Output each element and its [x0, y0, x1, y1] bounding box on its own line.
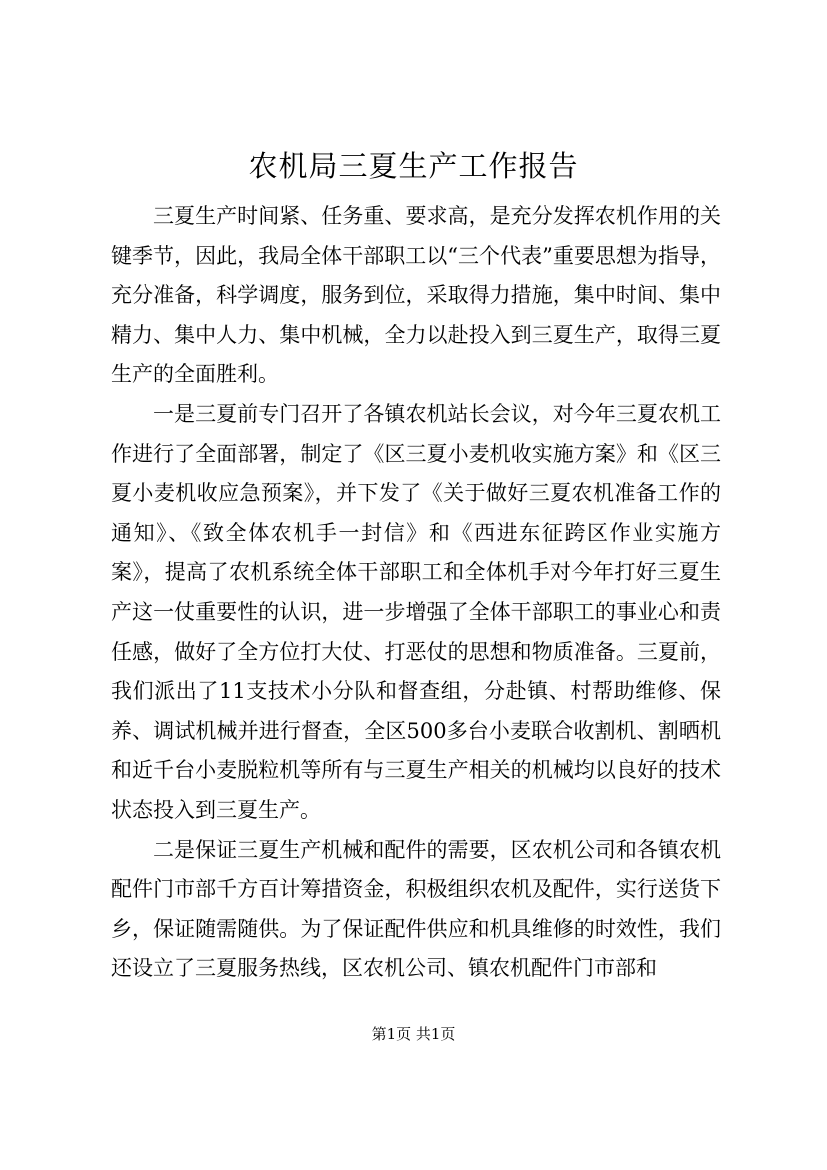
- document-title: 农机局三夏生产工作报告: [248, 149, 579, 183]
- document-body: [111, 197, 721, 989]
- paragraph-1: 三夏生产时间紧、任务重、要求高，是充分发挥农机作用的关键季节，因此，我局全体干部职工以“三个代表”重要思想为指导，充分准备，科学调度，服务到位，采取得力措施，集中时间、集中精力、集中人力、集中机械，全力以赴投入到三夏生产，取得三夏生产的全面胜利。: [111, 204, 721, 387]
- page-footer: 第1页 共1页: [371, 1025, 456, 1043]
- paragraph-3: 二是保证三夏生产机械和配件的需要，区农机公司和各镇农机配件门市部千方百计筹措资金，积极组织农机及配件，实行送货下乡，保证随需随供。为了保证配件供应和机具维修的时效性，我们还设立了三夏服务热线，区农机公司、镇农机配件门市部和: [111, 837, 721, 981]
- paragraph-2: 一是三夏前专门召开了各镇农机站长会议，对今年三夏农机工作进行了全面部署，制定了《区三夏小麦机收实施方案》和《区三夏小麦机收应急预案》，并下发了《关于做好三夏农机准备工作的通知》、《致全体农机手一封信》和《西进东征跨区作业实施方案》，提高了农机系统全体干部职工和全体机手对今年打好三夏生产这一仗重要性的认识，进一步增强了全体干部职工的事业心和责任感，做好了全方位打大仗、打恶仗的思想和物质准备。三夏前，我们派出了11支技术小分队和督查组，分赴镇、村帮助维修、保养、调试机械并进行督查，全区500多台小麦联合收割机、割晒机和近千台小麦脱粒机等所有与三夏生产相关的机械均以良好的技术状态投入到三夏生产。: [111, 401, 721, 822]
